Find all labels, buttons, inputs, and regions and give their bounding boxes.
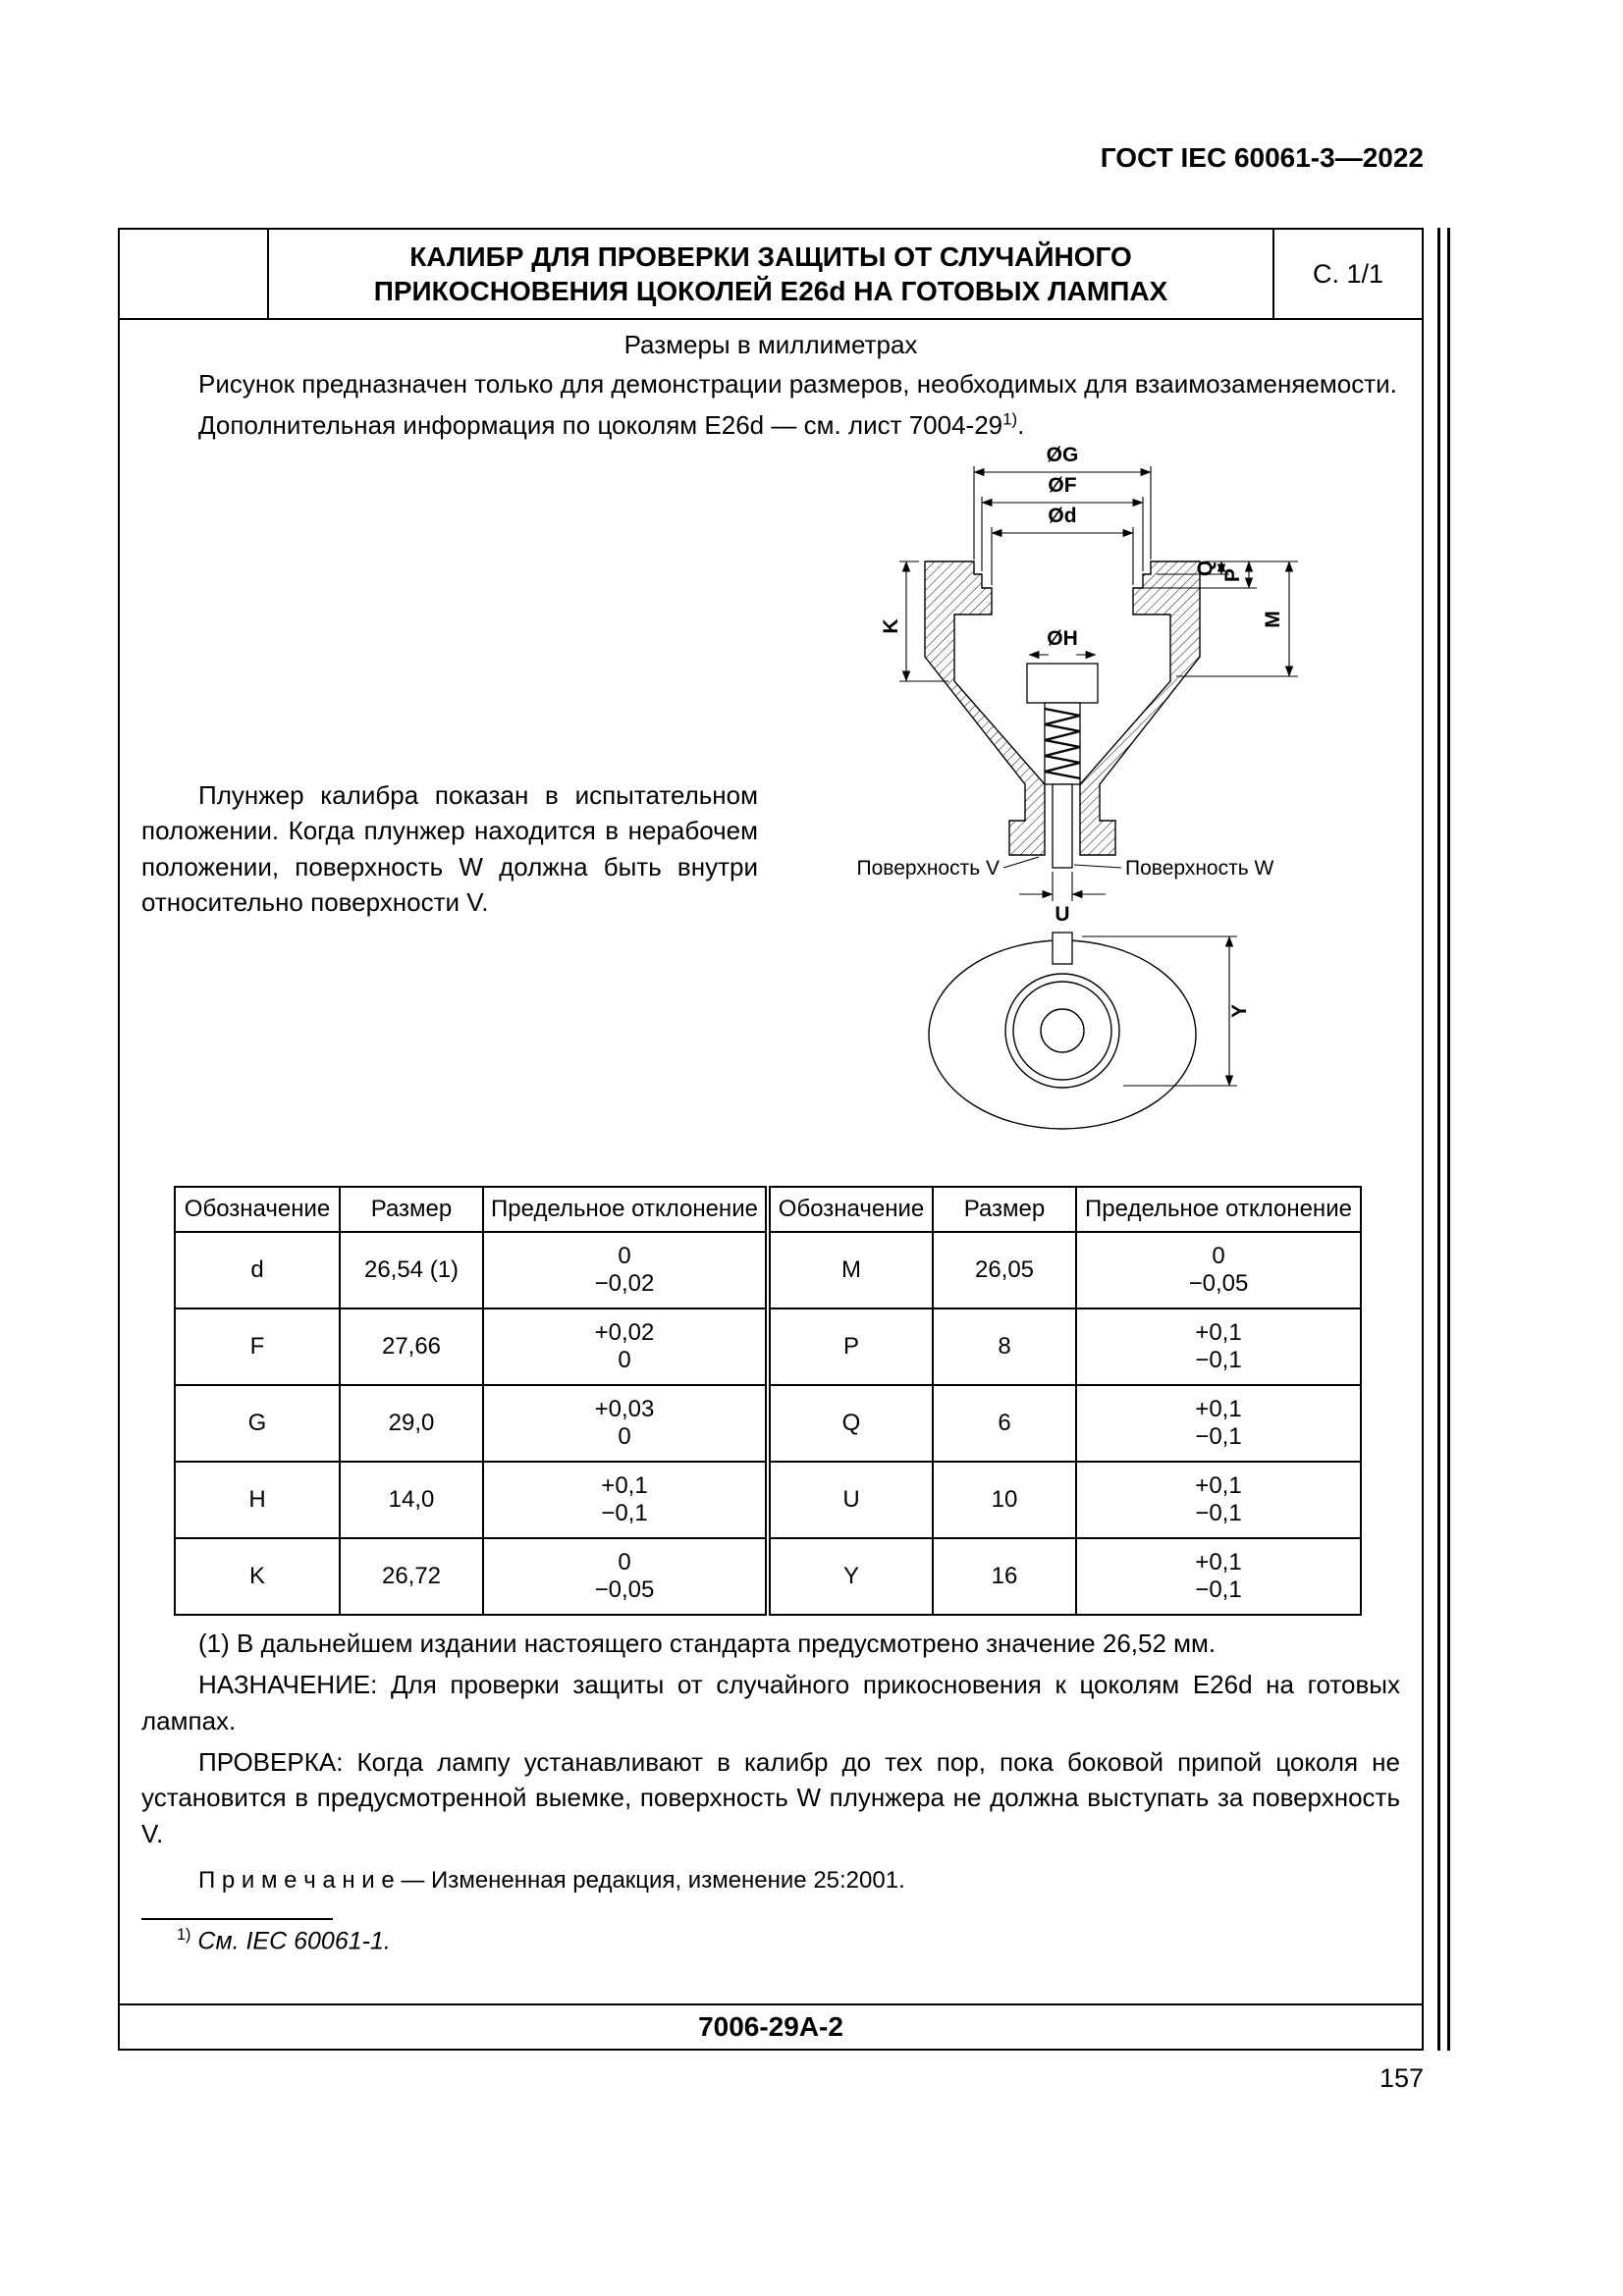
figure-area	[141, 446, 1400, 1174]
table-cell: 10	[933, 1462, 1076, 1538]
surface-v-label: Поверхность V	[856, 856, 1000, 880]
table-cell: 14,0	[340, 1462, 483, 1538]
table-cell	[1076, 1462, 1361, 1538]
deviation-lower: −0,1	[1195, 1499, 1242, 1526]
table-cell: P	[768, 1308, 933, 1385]
deviation-upper: +0,1	[1195, 1396, 1242, 1423]
table-cell: H	[175, 1462, 340, 1538]
deviation-lower: 0	[618, 1422, 631, 1450]
sheet-ref: С. 1/1	[1272, 230, 1422, 318]
deviation-upper: 0	[1212, 1243, 1225, 1270]
plunger-tab-bottom-view	[1053, 933, 1072, 964]
table-cell: Q	[768, 1385, 933, 1462]
table-cell	[1076, 1232, 1361, 1308]
plunger-tip	[1053, 784, 1072, 868]
table-header: Обозначение	[768, 1187, 933, 1232]
table-cell	[483, 1538, 768, 1615]
check-paragraph: ПРОВЕРКА: Когда лампу устанавливают в калибр до тех пор, пока боковой припой цоколя не установится в предусмотренной выемке, поверхность W плунжера не должна выступать за поверхность V.	[141, 1746, 1400, 1848]
table-header: Предельное отклонение	[1076, 1187, 1361, 1232]
table-cell: F	[175, 1308, 340, 1385]
intro-paragraph-2-period: .	[1017, 410, 1025, 441]
sheet-title-line1: КАЛИБР ДЛЯ ПРОВЕРКИ ЗАЩИТЫ ОТ СЛУЧАЙНОГО	[409, 241, 1132, 272]
plunger-note: Плунжер калибра показан в испытательном положении. Когда плунжер находится в нерабочем положении, поверхность W должна быть внутри относительно поверхности V.	[141, 779, 758, 917]
plunger-head	[1027, 664, 1098, 703]
deviation-upper: +0,1	[1195, 1319, 1242, 1347]
page-number: 157	[1379, 2063, 1424, 2093]
change-bar	[1447, 228, 1450, 2051]
table-cell: M	[768, 1232, 933, 1308]
standard-designation: ГОСТ IEC 60061-3—2022	[1100, 142, 1424, 173]
table-cell: 6	[933, 1385, 1076, 1462]
purpose-paragraph: НАЗНАЧЕНИЕ: Для проверки защиты от случайного прикосновения к цоколям E26d на готовых лампах.	[141, 1670, 1400, 1735]
footnote-1-paragraph: (1) В дальнейшем издании настоящего стандарта предусмотрено значение 26,52 мм.	[198, 1628, 1217, 1658]
table-header: Размер	[933, 1187, 1076, 1232]
footnote-separator	[141, 1918, 333, 1920]
table-cell	[1076, 1538, 1361, 1615]
sheet-number: 7006-29А-2	[120, 2003, 1422, 2049]
table-cell: U	[768, 1462, 933, 1538]
table-cell: 29,0	[340, 1385, 483, 1462]
deviation-lower: −0,1	[1195, 1346, 1242, 1373]
deviation-upper: 0	[618, 1243, 631, 1270]
table-cell: d	[175, 1232, 340, 1308]
deviation-lower: −0,02	[594, 1269, 655, 1297]
table-header-row	[175, 1187, 1361, 1232]
table-header: Обозначение	[175, 1187, 340, 1232]
table-cell	[1076, 1385, 1361, 1462]
sheet-frame	[118, 228, 1424, 2051]
table-cell: 16	[933, 1538, 1076, 1615]
deviation-lower: −0,1	[1195, 1422, 1242, 1450]
gauge-drawing	[817, 446, 1347, 1172]
change-bar	[1437, 228, 1440, 2051]
intro-paragraph-2	[141, 407, 1400, 443]
table-cell: K	[175, 1538, 340, 1615]
deviation-lower: 0	[618, 1346, 631, 1373]
table-cell	[1076, 1308, 1361, 1385]
dim-label-m: M	[1262, 611, 1284, 628]
deviation-upper: +0,1	[1195, 1549, 1242, 1576]
deviation-lower: −0,1	[1195, 1575, 1242, 1603]
bottom-view-outline	[929, 940, 1196, 1129]
table-row	[175, 1538, 1361, 1615]
title-block-empty-cell	[120, 230, 269, 318]
table-header: Размер	[340, 1187, 483, 1232]
dim-label-og: ØG	[1046, 445, 1079, 466]
table-row	[175, 1462, 1361, 1538]
table-cell: 26,05	[933, 1232, 1076, 1308]
remark-paragraph: П р и м е ч а н и е — Измененная редакция, изменение 25:2001.	[198, 1867, 905, 1895]
table-cell	[483, 1462, 768, 1538]
table-cell: G	[175, 1385, 340, 1462]
footnote-text: См. IEC 60061-1.	[197, 1927, 391, 1955]
dim-label-p: P	[1221, 567, 1244, 582]
table-row	[175, 1232, 1361, 1308]
deviation-upper: +0,03	[594, 1396, 655, 1423]
dim-label-od: Ød	[1048, 504, 1077, 527]
intro-paragraph-1: Рисунок предназначен только для демонстрации размеров, необходимых для взаимозаменяемости.	[198, 369, 1397, 399]
deviation-upper: +0,1	[1195, 1472, 1242, 1500]
dim-label-k: K	[880, 618, 902, 634]
table-cell	[483, 1232, 768, 1308]
table-row	[175, 1308, 1361, 1385]
table-cell: 26,54 (1)	[340, 1232, 483, 1308]
table-cell: 8	[933, 1308, 1076, 1385]
dim-label-q: Q	[1194, 560, 1217, 576]
intro-paragraph-2-text: Дополнительная информация по цоколям E26d — см. лист 7004-29	[198, 410, 1003, 441]
sheet-content	[120, 330, 1422, 1955]
surface-w-label: Поверхность W	[1125, 856, 1274, 880]
table-header: Предельное отклонение	[483, 1187, 768, 1232]
dim-label-of: ØF	[1048, 473, 1077, 497]
table-cell	[483, 1308, 768, 1385]
units-note: Размеры в миллиметрах	[623, 330, 918, 359]
dim-label-u: U	[1055, 902, 1070, 926]
title-block	[120, 230, 1422, 320]
table-cell: 27,66	[340, 1308, 483, 1385]
deviation-upper: +0,02	[594, 1319, 655, 1347]
deviation-lower: −0,05	[594, 1575, 655, 1603]
deviation-lower: −0,05	[1188, 1269, 1249, 1297]
dim-label-y: Y	[1228, 1003, 1251, 1018]
table-row	[175, 1385, 1361, 1462]
table-cell: Y	[768, 1538, 933, 1615]
sheet-title-line2: ПРИКОСНОВЕНИЯ ЦОКОЛЕЙ E26d НА ГОТОВЫХ ЛАМПАХ	[373, 276, 1168, 306]
deviation-lower: −0,1	[601, 1499, 648, 1526]
sheet-title	[269, 230, 1272, 318]
gauge-body-left	[925, 561, 1045, 855]
dim-label-oh: ØH	[1047, 626, 1078, 650]
gauge-body-right	[1080, 561, 1200, 855]
table-cell	[483, 1385, 768, 1462]
table-cell: 26,72	[340, 1538, 483, 1615]
footnote	[141, 1926, 1400, 1955]
dimension-table	[174, 1186, 1362, 1616]
footnote-marker: 1)	[177, 1926, 191, 1945]
deviation-upper: +0,1	[601, 1472, 648, 1500]
deviation-upper: 0	[618, 1549, 631, 1576]
footnote-marker: 1)	[1002, 409, 1018, 429]
